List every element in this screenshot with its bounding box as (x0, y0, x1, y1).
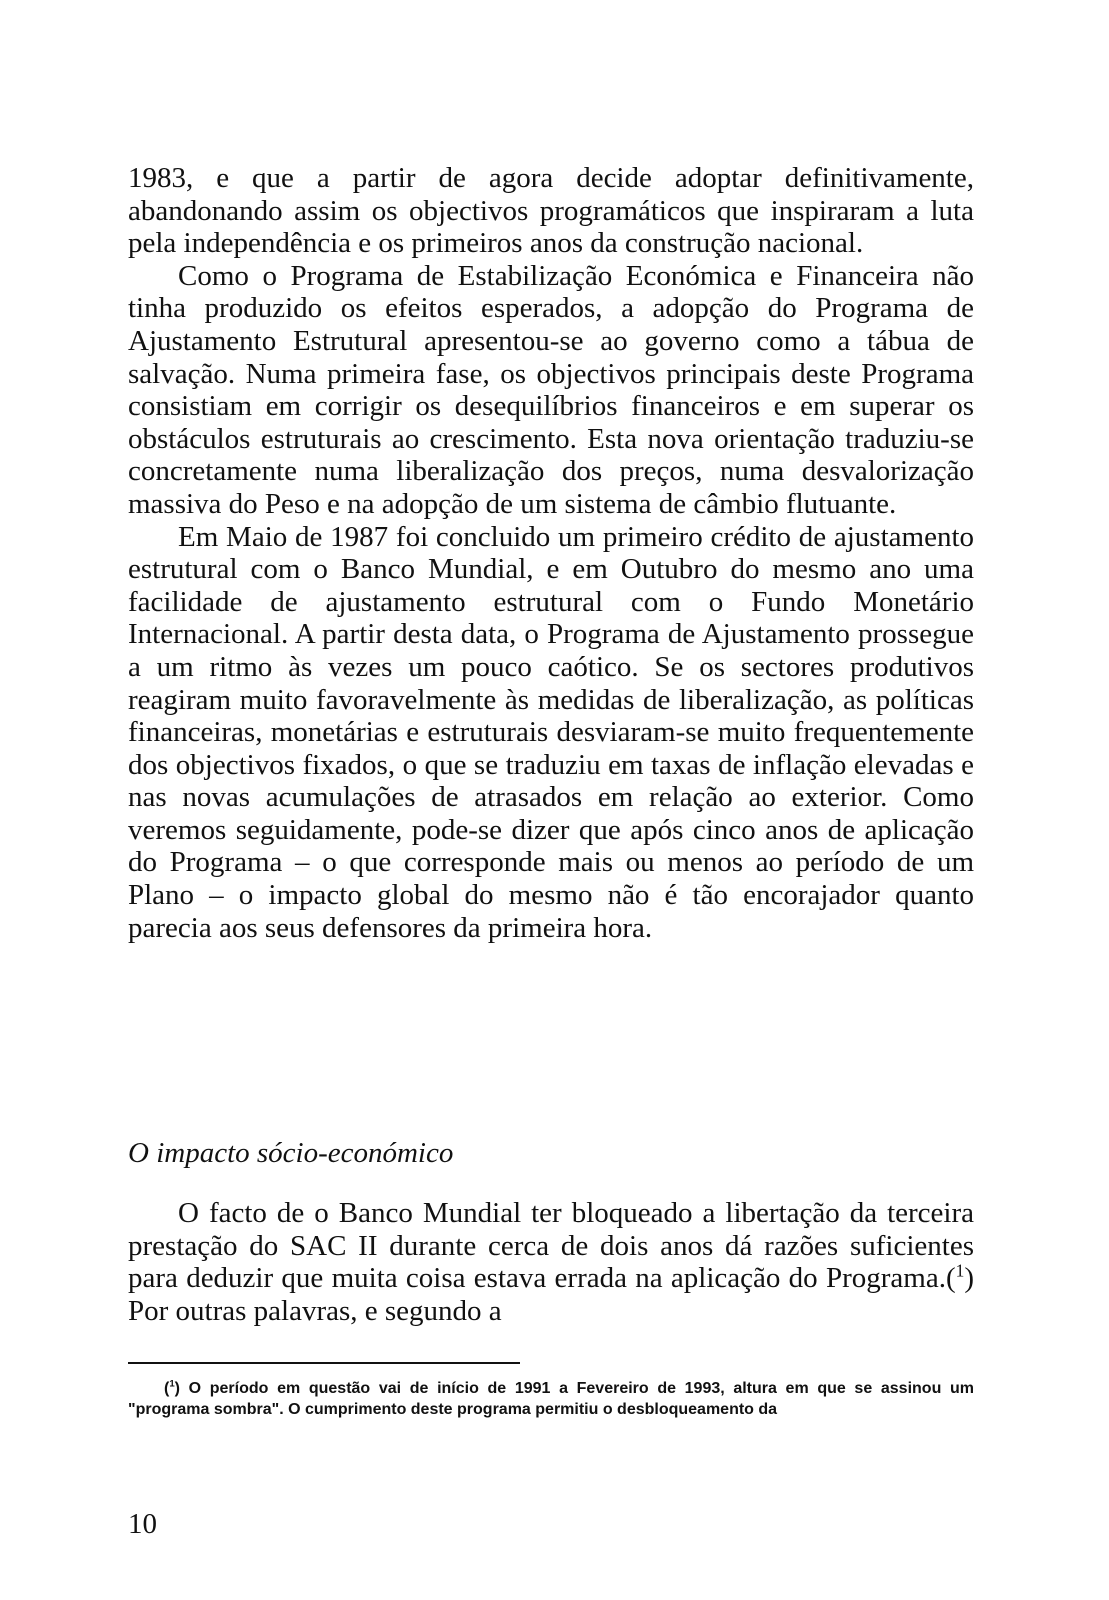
footnote-text: O período em questão vai de início de 1991 a Fevereiro de 1993, altura em que se assinou um "programa sombra". O cumprimento deste programa permitiu o desbloqueamento da (128, 1380, 974, 1418)
page-number: 10 (128, 1508, 157, 1540)
paragraph-4 (128, 1197, 974, 1327)
paragraph-3: Em Maio de 1987 foi concluido um primeiro crédito de ajustamento estrutural com o Banco Mundial, e em Outubro do mesmo ano uma facilidade de ajustamento estrutural com o Fundo Monetário Internacional. A partir desta data, o Programa de Ajustamento prossegue a um ritmo às vezes um pouco caótico. Se os sectores produtivos reagiram muito favoravelmente às medidas de liberalização, as políticas financeiras, monetárias e estruturais desviaram-se muito frequentemente dos objectivos fixados, o que se traduziu em taxas de inflação elevadas e nas novas acumulações de atrasados em relação ao exterior. Como veremos seguidamente, pode-se dizer que após cinco anos de aplicação do Programa – o que corresponde mais ou menos ao período de um Plano – o impacto global do mesmo não é tão encorajador quanto parecia aos seus defensores da primeira hora. (128, 520, 974, 944)
footnote-open-paren: ( (164, 1380, 170, 1397)
paragraph-1: 1983, e que a partir de agora decide adoptar definitivamente, abandonando assim os objectivos programáticos que inspiraram a luta pela independência e os primeiros anos da construção nacional. (128, 162, 974, 260)
footnote-divider (128, 1362, 520, 1364)
paragraph-4-text-before-ref: O facto de o Banco Mundial ter bloqueado a libertação da terceira prestação do SAC II durante cerca de dois anos dá razões suficientes para deduzir que muita coisa estava errada na aplicação do Programa.( (128, 1197, 974, 1295)
footnote (128, 1378, 974, 1420)
body-text-top (128, 162, 974, 944)
footnote-reference[interactable]: 1 (955, 1260, 965, 1281)
footnote-mark: 1 (169, 1378, 175, 1390)
section-heading: O impacto sócio-económico (128, 1137, 454, 1169)
paragraph-2: Como o Programa de Estabilização Económica e Financeira não tinha produzido os efeitos esperados, a adopção do Programa de Ajustamento Estrutural apresentou-se ao governo como a tábua de salvação. Numa primeira fase, os objectivos principais deste Programa consistiam em corrigir os desequilíbrios financeiros e em superar os obstáculos estruturais ao crescimento. Esta nova orientação traduziu-se concretamente numa liberalização dos preços, numa desvalorização massiva do Peso e na adopção de um sistema de câmbio flutuante. (128, 259, 974, 520)
body-text-bottom (128, 1197, 974, 1327)
paragraph-4-text-after-ref: ) Por outras palavras, e segundo a (128, 1262, 974, 1327)
footnote-close-paren: ) (174, 1380, 180, 1397)
